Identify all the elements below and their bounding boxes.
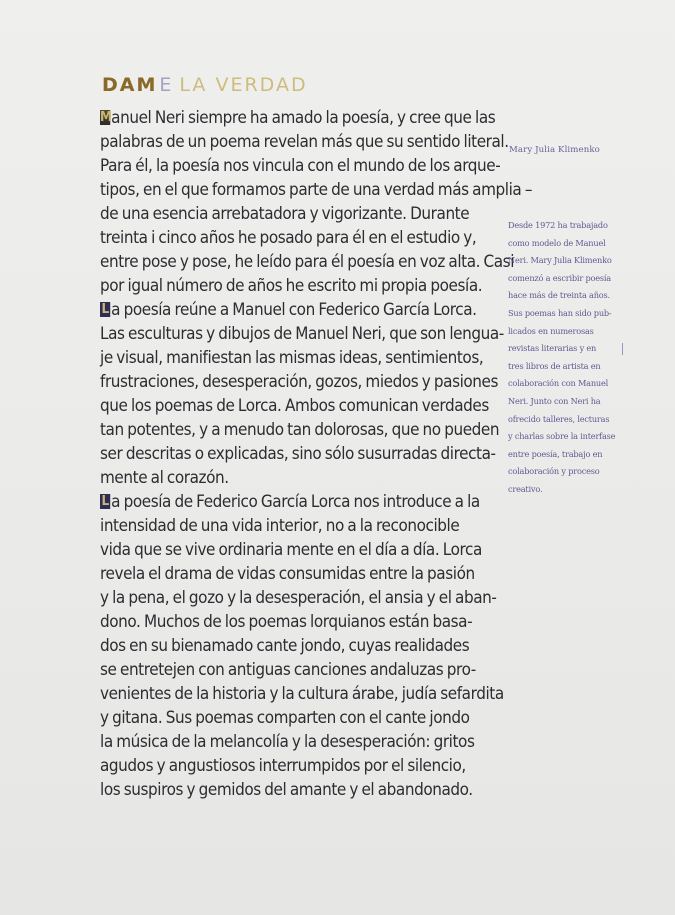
text-line: palabras de un poema revelan más que su sentido literal. xyxy=(100,132,509,151)
bio-line: tres libros de artista en xyxy=(508,360,601,371)
text-line: L a poesía reúne a Manuel con Federico García Lorca. xyxy=(101,300,477,319)
bio-line: y charlas sobre la interfase xyxy=(508,431,616,442)
bio-line: Neri. Junto con Neri ha xyxy=(508,395,601,406)
bio-line: Sus poemas han sido pub- xyxy=(508,307,612,318)
bio-line: colaboración con Manuel xyxy=(508,378,609,389)
paragraph xyxy=(100,298,504,490)
text-line: venientes de la historia y la cultura árabe, judía sefardita xyxy=(100,684,504,703)
bio-line: revistas literarias y en xyxy=(508,343,597,354)
bio-line: comenzó a escribir poesía xyxy=(508,272,611,283)
text-line: y la pena, el gozo y la desesperación, el ansia y el aban- xyxy=(100,588,497,607)
paragraph xyxy=(100,490,504,802)
drop-initial: L xyxy=(101,494,109,509)
bio-line: hace más de treinta años. xyxy=(508,290,610,301)
text-line: los suspiros y gemidos del amante y el abandonado. xyxy=(100,780,473,799)
bio-line: como modelo de Manuel xyxy=(508,237,606,248)
text-line: ser descritas o explicadas, sino sólo susurradas directa- xyxy=(100,444,496,463)
text-line: Las esculturas y dibujos de Manuel Neri, que son lengua- xyxy=(100,324,504,343)
text-line: intensidad de una vida interior, no a la reconocible xyxy=(100,516,460,535)
text-line: que los poemas de Lorca. Ambos comunican verdades xyxy=(100,396,489,415)
bio-line: licados en numerosas xyxy=(508,325,594,336)
drop-initial: M xyxy=(100,110,112,125)
title-part-1: DAM xyxy=(102,74,158,96)
bio-line: creativo. xyxy=(508,483,543,494)
text-line: dos en su bienamado cante jondo, cuyas realidades xyxy=(100,636,470,655)
text-line: Para él, la poesía nos vincula con el mundo de los arque- xyxy=(100,156,501,175)
title-part-3: LA VERDAD xyxy=(179,74,308,96)
bio-line: Desde 1972 ha trabajado xyxy=(508,220,608,230)
margin-mark xyxy=(622,343,623,355)
text-line: vida que se vive ordinaria mente en el día a día. Lorca xyxy=(100,540,482,559)
text-line: de una esencia arrebatadora y vigorizante. Durante xyxy=(100,204,470,223)
author-bio xyxy=(508,217,628,499)
author-name: Mary Julia Klimenko xyxy=(509,145,600,155)
text-line: por igual número de años he escrito mi propia poesía. xyxy=(100,276,483,295)
text-line: M anuel Neri siempre ha amado la poesía, y cree que las xyxy=(100,108,496,127)
text-line: entre pose y pose, he leído para él poesía en voz alta. Casi xyxy=(100,252,515,271)
title-part-2: E xyxy=(159,74,174,96)
text-line: tan potentes, y a menudo tan dolorosas, que no pueden xyxy=(100,420,500,439)
text-line: L a poesía de Federico García Lorca nos introduce a la xyxy=(101,492,480,511)
text-line: dono. Muchos de los poemas lorquianos están basa- xyxy=(100,612,473,631)
page-title xyxy=(102,74,308,96)
text-line: y gitana. Sus poemas comparten con el cante jondo xyxy=(100,708,470,727)
bio-line: Neri. Mary Julia Klimenko xyxy=(508,255,612,266)
text-line: mente al corazón. xyxy=(100,468,229,487)
bio-line: colaboración y proceso xyxy=(508,466,600,477)
text-line: la música de la melancolía y la desesperación: gritos xyxy=(100,732,475,751)
text-line: se entretejen con antiguas canciones andaluzas pro- xyxy=(100,660,476,679)
text-line: agudos y angustiosos interrumpidos por el silencio, xyxy=(100,756,466,775)
text-line: treinta i cinco años he posado para él en el estudio y, xyxy=(100,228,477,247)
text-line: frustraciones, desesperación, gozos, miedos y pasiones xyxy=(100,372,499,391)
drop-initial: L xyxy=(101,302,109,317)
text-line: tipos, en el que formamos parte de una verdad más amplia – xyxy=(100,180,533,199)
bio-line: entre poesía, trabajo en xyxy=(508,448,603,459)
text-line: je visual, manifiestan las mismas ideas, sentimientos, xyxy=(100,348,484,367)
bio-line: ofrecido talleres, lecturas xyxy=(508,413,610,424)
text-line: revela el drama de vidas consumidas entre la pasión xyxy=(100,564,475,583)
paragraph xyxy=(100,106,533,298)
